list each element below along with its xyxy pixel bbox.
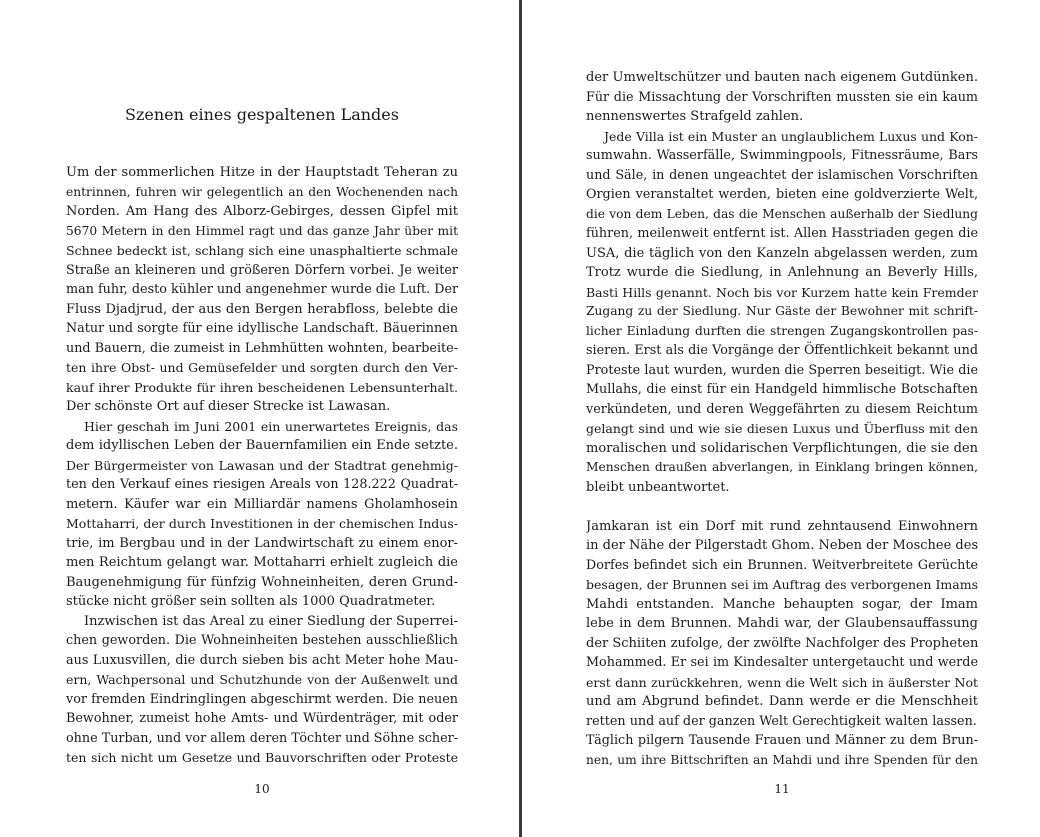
text-line: men Reichtum gelangt war. Mottaharri erhielt zugleich die xyxy=(66,555,458,570)
text-line: Proteste laut wurden, wurden die Sperren beseitigt. Wie die xyxy=(586,362,978,378)
text-line: verkündeten, und deren Weggefährten zu diesem Reichtum xyxy=(586,401,978,417)
text-line: Für die Missachtung der Vorschriften mussten sie ein kaum xyxy=(586,89,978,105)
text-line: Mahdi entstanden. Manche behaupten sogar, der Imam xyxy=(586,596,978,612)
text-line: ten ihre Obst- und Gemüsefelder und sorgten durch den Ver- xyxy=(66,360,458,375)
text-line: ten den Verkauf eines riesigen Areals von 128.222 Quadrat- xyxy=(66,477,458,492)
text-line: Basti Hills genannt. Noch bis vor Kurzem hatte kein Fremder xyxy=(586,284,978,300)
text-line: und am Abgrund befindet. Dann werde er die Menschheit xyxy=(586,694,978,709)
text-line: aus Luxusvillen, die durch sieben bis acht Meter hohe Mau- xyxy=(66,652,458,668)
text-line: licher Einladung durften die strengen Zugangskontrollen pas- xyxy=(586,323,978,338)
text-line: gelangt sind und wie sie diesen Luxus und Überfluss mit den xyxy=(586,421,978,436)
text-line: metern. Käufer war ein Milliardär namens Gholamhosein xyxy=(66,496,458,512)
right-text-column xyxy=(586,68,978,770)
text-line: bleibt unbeantwortet. xyxy=(586,479,730,495)
text-line: Hier geschah im Juni 2001 ein unerwartetes Ereignis, das xyxy=(84,418,458,434)
text-line: Schnee bedeckt ist, schlang sich eine unasphaltierte schmale xyxy=(66,243,458,258)
page-number-right: 11 xyxy=(774,782,790,796)
text-line: die von dem Leben, das die Menschen außerhalb der Siedlung xyxy=(586,206,978,221)
text-line: lebe in dem Brunnen. Mahdi war, der Glaubensauffassung xyxy=(586,616,978,631)
text-line: Jede Villa ist ein Muster an unglaublichem Luxus und Kon- xyxy=(604,128,978,144)
text-line: chen geworden. Die Wohneinheiten bestehen ausschließlich xyxy=(66,633,458,648)
text-line: Straße an kleineren und größeren Dörfern vorbei. Je weiter xyxy=(66,262,458,278)
text-line: Der schönste Ort auf dieser Strecke ist Lawasan. xyxy=(66,399,391,414)
text-line: Norden. Am Hang des Alborz-Gebirges, dessen Gipfel mit xyxy=(66,204,458,219)
text-line: Fluss Djadjrud, der aus den Bergen herabfloss, belebte die xyxy=(66,301,458,317)
page-number-left: 10 xyxy=(254,782,270,796)
text-line: trie, im Bergbau und in der Landwirtschaft zu einem enor- xyxy=(66,535,458,551)
text-line: Mohammed. Er sei im Kindesalter untergetaucht und werde xyxy=(586,655,978,670)
chapter-title: Szenen eines gespaltenen Landes xyxy=(125,105,399,124)
text-line: retten und auf der ganzen Welt Gerechtigkeit walten lassen. xyxy=(586,713,977,729)
text-line: Jamkaran ist ein Dorf mit rund zehntausend Einwohnern xyxy=(586,518,978,534)
text-line: entrinnen, fuhren wir gelegentlich an den Wochenenden nach xyxy=(66,184,458,199)
text-line: Inzwischen ist das Areal zu einer Siedlung der Superrei- xyxy=(84,613,458,629)
text-line: stücke nicht größer sein sollten als 1000 Quadratmeter. xyxy=(66,594,436,609)
text-line: der Umweltschützer und bauten nach eigenem Gutdünken. xyxy=(586,70,978,85)
text-line: führen, meilenweit entfernt ist. Allen Hasstriaden gegen die xyxy=(586,226,978,241)
text-line: Dorfes befindet sich ein Brunnen. Weitverbreitete Gerüchte xyxy=(586,557,978,573)
text-line: Um der sommerlichen Hitze in der Hauptstadt Teheran zu xyxy=(66,165,458,180)
text-line: besagen, der Brunnen sei im Auftrag des verborgenen Imams xyxy=(586,577,978,592)
text-line: 5670 Metern in den Himmel ragt und das ganze Jahr über mit xyxy=(66,223,458,238)
text-line: moralischen und solidarischen Verpflichtungen, die sie den xyxy=(586,440,978,456)
text-line: Mottaharri, der durch Investitionen in der chemischen Indus- xyxy=(66,516,458,531)
text-line: USA, die täglich von den Kanzeln abgelassen werden, zum xyxy=(586,245,978,261)
text-line: ten sich nicht um Gesetze und Bauvorschriften oder Proteste xyxy=(66,750,458,765)
text-line: sumwahn. Wasserfälle, Swimmingpools, Fitnessräume, Bars xyxy=(586,148,978,163)
text-line: der Schiiten zufolge, der zwölfte Nachfolger des Propheten xyxy=(586,635,978,651)
text-line: Natur und sorgte für eine idyllische Landschaft. Bäuerinnen xyxy=(66,321,458,336)
text-line: und Säle, in denen ungeachtet der islamischen Vorschriften xyxy=(586,167,978,183)
text-line: Täglich pilgern Tausende Frauen und Männer zu dem Brun- xyxy=(586,733,978,748)
text-line: und Bauern, die zumeist in Lehmhütten wohnten, bearbeite- xyxy=(66,340,458,356)
text-line: nen, um ihre Bittschriften an Mahdi und ihre Spenden für den xyxy=(586,752,978,767)
text-line: erst dann zurückkehren, wenn die Welt sich in äußerster Not xyxy=(586,674,978,690)
text-line: Menschen draußen abverlangen, in Einklang bringen können, xyxy=(586,460,978,474)
text-line: ern, Wachpersonal und Schutzhunde von der Außenwelt und xyxy=(66,672,458,687)
text-line: Orgien veranstaltet werden, bieten eine goldverzierte Welt, xyxy=(586,187,978,202)
text-line: dem idyllischen Leben der Bauernfamilien ein Ende setzte. xyxy=(66,438,458,453)
text-line: in der Nähe der Pilgerstadt Ghom. Neben der Moschee des xyxy=(586,538,978,553)
text-line: kauf ihrer Produkte für ihren bescheidenen Lebensunterhalt. xyxy=(66,379,458,395)
text-line: sieren. Erst als die Vorgänge der Öffentlichkeit bekannt und xyxy=(586,343,978,358)
text-line: vor fremden Eindringlingen abgeschirmt werden. Die neuen xyxy=(66,691,458,707)
text-line: Bewohner, zumeist hohe Amts- und Würdenträger, mit oder xyxy=(66,711,458,726)
text-line: Zugang zu der Siedlung. Nur Gäste der Bewohner mit schrift- xyxy=(586,304,978,318)
text-line: ohne Turban, und vor allem deren Töchter und Söhne scher- xyxy=(66,730,458,746)
text-line: Trotz wurde die Siedlung, in Anlehnung an Beverly Hills, xyxy=(586,265,978,280)
text-line: Baugenehmigung für fünfzig Wohneinheiten, deren Grund- xyxy=(66,574,458,590)
left-text-column xyxy=(66,163,458,768)
text-line: nennenswertes Strafgeld zahlen. xyxy=(586,109,804,124)
text-line: Der Bürgermeister von Lawasan und der Stadtrat genehmig- xyxy=(66,457,458,473)
section-break xyxy=(586,497,978,517)
right-page xyxy=(522,0,1040,837)
text-line: Mullahs, die einst für ein Handgeld himmlische Botschaften xyxy=(586,382,978,397)
text-line: man fuhr, desto kühler und angenehmer wurde die Luft. Der xyxy=(66,282,458,297)
